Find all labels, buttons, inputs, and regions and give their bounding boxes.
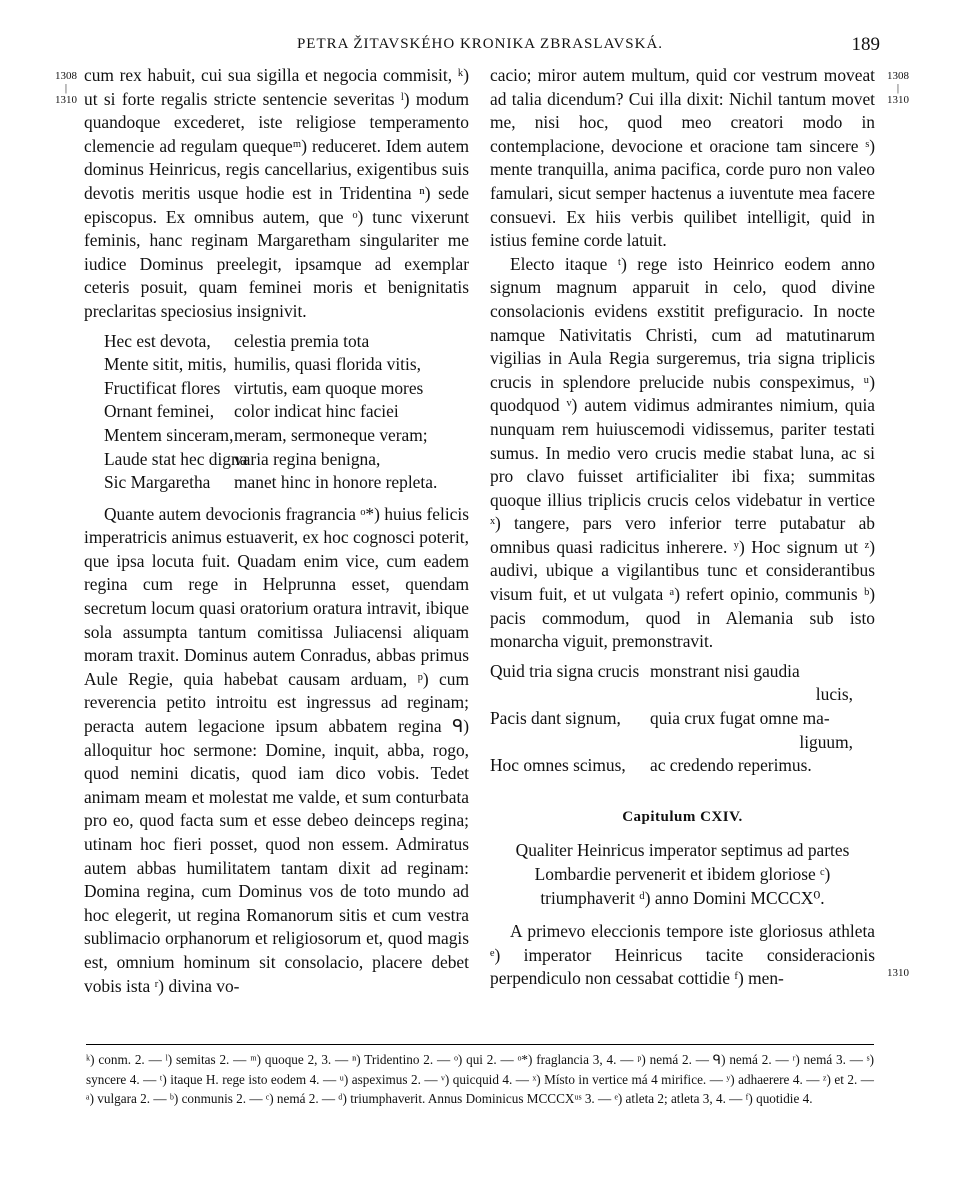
- verse-line: Pacis dant signum, quia crux fugat omne ma-: [490, 708, 830, 729]
- verse-line: Fructificat flores virtutis, eam quoque mores: [104, 377, 424, 398]
- footnotes: ᵏ) conm. 2. — ˡ) semitas 2. — ᵐ) quoque 2, 3. — ⁿ) Tridentino 2. — ᵒ) qui 2. — ᵒ*) fraglancia 3, 4. — ᵖ) nemá 2. — ᑫ) nemá 2. — ʳ) nemá 3. — ˢ) syncere 4. — ᵗ) itaque H. rege isto eodem 4. — ᵘ) aspeximus 2. — ᵛ) quicquid 4. — ˣ) Místo in vertice má 4 mirifice. — ʸ) adhaerere 4. — ᶻ) et 2. — ᵃ) vulgara 2. — ᵇ) conmunis 2. — ᶜ) nemá 2. — ᵈ) triumphaverit. Annus Dominicus MCCCXᵘˢ 3. — ᵉ) atleta 2; atleta 3, 4. — ᶠ) quotidie 4.: [86, 1052, 874, 1106]
- verse-line: Laude stat hec digna varia regina benigna,: [104, 448, 381, 469]
- margin-separator: |: [64, 82, 68, 94]
- paragraph: A primevo eleccionis tempore iste gloriosus athleta ᵉ) imperator Heinricus tacite consideracionis perpendiculo non cessabat cottidie ᶠ) men-: [490, 921, 875, 989]
- margin-separator: |: [896, 82, 900, 94]
- poem: [104, 330, 469, 495]
- running-title: PETRA ŽITAVSKÉHO KRONIKA ZBRASLAVSKÁ.: [296, 36, 664, 52]
- page-header: [80, 22, 880, 55]
- footnote-divider: [86, 1044, 874, 1045]
- paragraph: cacio; miror autem multum, quid cor vestrum moveat ad talia dicendum? Cui illa dixit: Nichil tantum movet me, nisi hoc, quod meo creatori modo in contemplacione, devocione et oracione tam sincere ˢ) mente tranquilla, anima pacifica, corde puro non valeo famulari, sicut semper hactenus a iuventute mea facere consuevi. Ex hiis verbis quilibet intelligit, quid in istius femine corde latuit.: [490, 65, 875, 251]
- verse-continuation: liguum,: [799, 731, 853, 752]
- margin-year: 1310: [55, 94, 77, 106]
- verse-line: Ornant feminei, color indicat hinc faciei: [104, 401, 399, 422]
- verse-line: Sic Margaretha manet hinc in honore repleta.: [104, 472, 438, 493]
- verse-line: Quid tria signa crucis monstrant nisi gaudia: [490, 660, 800, 681]
- verse-line: Mentem sinceram, meram, sermoneque veram;: [104, 424, 428, 445]
- verse-continuation: lucis,: [815, 684, 853, 705]
- margin-year: 1310: [887, 967, 909, 979]
- margin-year: 1308: [887, 70, 909, 82]
- margin-year: 1310: [887, 94, 909, 106]
- chapter-heading: Capitulum CXIV.: [622, 808, 743, 825]
- margin-year-right-lower: [884, 967, 912, 979]
- paragraph: Quante autem devocionis fragrancia ᵒ*) huius felicis imperatricis animus estuaverit, ex hoc cognosci poterit, que ipsa locuta fuit. Quadam enim vice, cum eadem regina cum rege in Helprunna esset, quendam secretum locum quasi oratorium oratura intravit, ibique sola assumpta tantum comitissa Juliacensi aliquam moram traxit. Dominus autem Conradus, abbas primus Aule Regie, quia habebat causam arduam, ᵖ) cum reverencia petito introitu est ingressus ad reginam; peracta autem legacione ipsum abbatem regina ᑫ) alloquitur hoc sermone: Domine, inquit, abba, rogo, quod nemini dicatis, quod iam dico vobis. Tedet animam meam et molestat me valde, et sum conturbata pro eo, quod facta sum et esse debeo deinceps regina; utinam hoc fieri posset, quod non essem. Admiratus autem abbas humilitatem tantam dixit ad reginam: Domina regina, cum Dominus vos de toto mundo ad hoc elegerit, ut regina Romanorum sitis et cum vestra sublimacio orphanorum et religiosorum et, quod magis est, omnium hominum sit consolacio, placere debet vobis ista ʳ) divina vo-: [84, 503, 469, 996]
- paragraph: cum rex habuit, cui sua sigilla et negocia commisit, ᵏ) ut si forte regalis stricte sentencie severitas ˡ) modum quandoque excederet, iste religiose temperamento clemencie ad regulam quequeᵐ) reduceret. Idem autem dominus Heinricus, regis cancellarius, exigentibus suis devotis meritis usque hodie est in Tridentina ⁿ) sede episcopus. Ex omnibus autem, que ᵒ) tunc vixerunt feminis, hanc reginam Margaretham singulariter me iudice Dominus preelegit, ipsamque ad exemplar ceteris posuit, quam feminei moris et benignitatis preclaritas speciosius insignivit.: [84, 65, 469, 321]
- left-column: [84, 64, 469, 998]
- poem: [490, 660, 875, 778]
- right-column: [490, 64, 875, 991]
- margin-year-left: [52, 70, 80, 106]
- page-number: 189: [851, 34, 880, 55]
- verse-line: Hoc omnes scimus, ac credendo reperimus.: [490, 755, 812, 776]
- margin-year: 1308: [55, 70, 77, 82]
- paragraph: Electo itaque ᵗ) rege isto Heinrico eodem anno signum magnum apparuit in celo, quod divine consolacionis evidens exstitit prefiguracio. In nocte namque Nativitatis Christi, cum ad matutinarum vigilias in Aula Regia surgeremus, tria signa triplicis crucis in splendore prelucide nubis conspeximus, ᵘ) quodquod ᵛ) autem vidimus admirantes nimium, quia nunquam rem huiuscemodi vidissemus, pariter testati sumus. In medio vero crucis medie stabat luna, ac si pro clavo fuisset artificialiter ibi fixa; summitas quoque illius triplicis crucis celos videbatur in vertice ˣ) tangere, pars vero inferior terre putabatur ab omnibus quasi radicitus inherere. ʸ) Hoc signum ut ᶻ) audivi, ubique a vigilantibus tunc et considerantibus visum fuit, et ut vulgata ᵃ) refert opinio, communis ᵇ) pacis commodum, quod in Alemania sub isto monarcha viguit, premonstravit.: [490, 253, 875, 652]
- verse-line: Mente sitit, mitis, humilis, quasi florida vitis,: [104, 354, 421, 375]
- margin-year-right: [884, 70, 912, 106]
- verse-line: Hec est devota, celestia premia tota: [104, 330, 370, 351]
- chapter-title: Qualiter Heinricus imperator septimus ad partes Lombardie pervenerit et ibidem gloriose ᶜ) triumphaverit ᵈ) anno Domini MCCCX⁰.: [515, 840, 850, 908]
